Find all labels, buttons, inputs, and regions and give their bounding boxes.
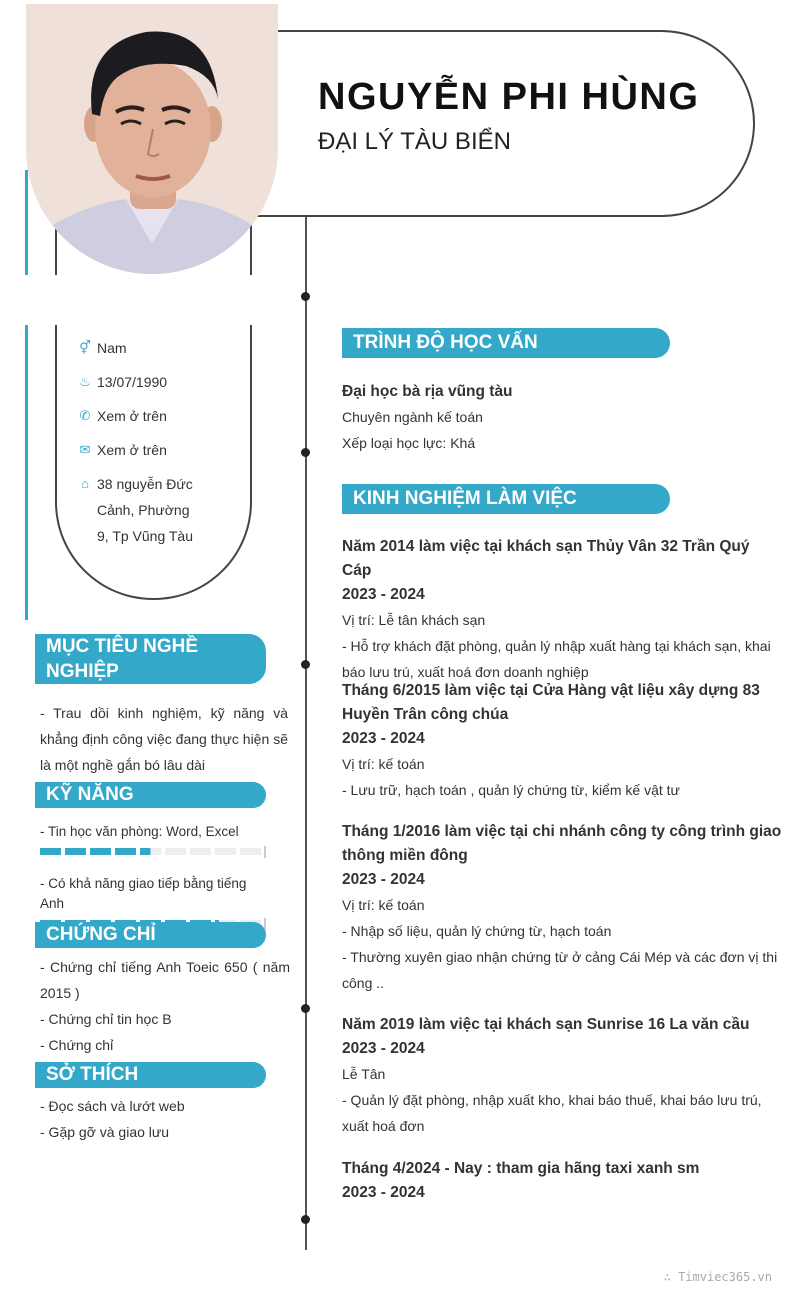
experience-detail: - Quản lý đặt phòng, nhập xuất kho, khai báo thuế, khai báo lưu trú, xuất hoá đơn (342, 1092, 762, 1134)
experience-section-title: KINH NGHIỆM LÀM VIỆC (342, 484, 670, 514)
experience-role: Vị trí: Lễ tân khách sạn (342, 612, 486, 628)
experience-heading: Tháng 4/2024 - Nay : tham gia hãng taxi xanh sm (342, 1160, 700, 1177)
skill-item (40, 874, 265, 928)
accent-line (25, 170, 28, 275)
experience-detail: - Nhập số liệu, quản lý chứng từ, hạch toán (342, 923, 612, 939)
watermark: ∴ Timviec365.vn (663, 1270, 772, 1284)
skill-bar-end (264, 846, 266, 858)
experience-entry (342, 679, 762, 803)
envelope-icon: ✉ (79, 442, 91, 457)
experience-heading: Năm 2014 làm việc tại khách sạn Thủy Vân 32 Trần Quý Cáp (342, 538, 750, 579)
experience-heading: Tháng 6/2015 làm việc tại Cửa Hàng vật liệu xây dựng 83 Huyền Trân công chúa (342, 682, 760, 723)
skill-segment (140, 848, 161, 855)
contact-gender (75, 335, 127, 361)
accent-line (25, 325, 28, 620)
skill-segment (65, 848, 86, 855)
objective-section-title: MỤC TIÊU NGHỀ NGHIỆP (35, 634, 266, 684)
profile-photo (26, 4, 278, 274)
skill-label: - Có khả năng giao tiếp bằng tiếng Anh (40, 876, 247, 911)
experience-period: 2023 - 2024 (342, 1184, 425, 1201)
experience-role: Vị trí: kế toán (342, 756, 425, 772)
skill-segment (215, 848, 236, 855)
education-section-title: TRÌNH ĐỘ HỌC VẤN (342, 328, 670, 358)
certificates-section-title: CHỨNG CHỈ (35, 922, 266, 948)
skill-segment (115, 848, 136, 855)
skill-segment (240, 848, 261, 855)
experience-heading: Tháng 1/2016 làm việc tại chi nhánh công ty công trình giao thông miền đông (342, 823, 782, 864)
education-entry (342, 380, 782, 456)
address-value: 38 nguyễn Đức Cảnh, Phường 9, Tp Vũng Tàu (97, 476, 193, 544)
certificates-list (40, 954, 290, 1058)
skill-segment (40, 848, 61, 855)
timeline-dot (301, 660, 310, 669)
hobby-item: - Đọc sách và lướt web (40, 1098, 185, 1114)
gender-value: Nam (97, 340, 127, 356)
home-icon: ⌂ (81, 476, 89, 491)
header-banner (255, 30, 755, 217)
experience-period: 2023 - 2024 (342, 586, 425, 603)
certificate-item: - Chứng chỉ (40, 1037, 114, 1053)
school-name: Đại học bà rịa vũng tàu (342, 383, 513, 400)
experience-period: 2023 - 2024 (342, 871, 425, 888)
hobby-item: - Gặp gỡ và giao lưu (40, 1124, 170, 1140)
experience-entry (342, 535, 782, 685)
skills-section-title: KỸ NĂNG (35, 782, 266, 808)
divider-line (250, 220, 252, 275)
timeline-line (305, 217, 307, 1250)
hobbies-list (40, 1093, 290, 1145)
education-major: Chuyên ngành kế toán (342, 409, 483, 425)
objective-text: - Trau dồi kinh nghiệm, kỹ năng và khẳng định công việc đang thực hiện sẽ là một nghề gắn bó lâu dài (40, 705, 288, 773)
birthday-cake-icon: ♨ (79, 374, 91, 389)
experience-period: 2023 - 2024 (342, 730, 425, 747)
experience-entry (342, 820, 782, 996)
contact-address (75, 471, 205, 549)
timeline-dot (301, 292, 310, 301)
experience-detail: - Hỗ trợ khách đặt phòng, quản lý nhập xuất hàng tại khách sạn, khai báo lưu trú, xuất hoá đơn doanh nghiệp (342, 638, 771, 680)
whatsapp-phone-icon: ✆ (79, 408, 91, 423)
timeline-dot (301, 448, 310, 457)
skill-segment (190, 848, 211, 855)
phone-value: Xem ở trên (97, 408, 167, 424)
email-value: Xem ở trên (97, 442, 167, 458)
contact-email (75, 437, 167, 463)
timeline-dot (301, 1215, 310, 1224)
watermark-text: Timviec365.vn (678, 1270, 772, 1284)
skill-item (40, 822, 265, 856)
skill-segment (165, 848, 186, 855)
experience-entry (342, 1013, 782, 1139)
experience-period: 2023 - 2024 (342, 1040, 425, 1057)
education-grade: Xếp loại học lực: Khá (342, 435, 476, 451)
skill-level-bar (40, 848, 265, 856)
skill-segment (90, 848, 111, 855)
skill-label: - Tin học văn phòng: Word, Excel (40, 824, 239, 839)
gender-icon: ⚥ (79, 340, 91, 355)
experience-heading: Năm 2019 làm việc tại khách sạn Sunrise 16 La văn cầu (342, 1016, 750, 1033)
hobbies-section-title: SỞ THÍCH (35, 1062, 266, 1088)
contact-dob (75, 369, 167, 395)
experience-role: Vị trí: kế toán (342, 897, 425, 913)
experience-detail: - Lưu trữ, hạch toán , quản lý chứng từ, kiểm kế vật tư (342, 782, 680, 798)
dob-value: 13/07/1990 (97, 374, 168, 390)
contact-phone (75, 403, 167, 429)
certificate-item: - Chứng chỉ tiếng Anh Toeic 650 ( năm 2015 ) (40, 959, 290, 1001)
job-title: ĐẠI LÝ TÀU BIỂN (318, 128, 511, 155)
experience-entry (342, 1157, 782, 1205)
certificate-item: - Chứng chỉ tin học B (40, 1011, 172, 1027)
candidate-name: NGUYỄN PHI HÙNG (318, 76, 700, 118)
experience-detail: - Thường xuyên giao nhận chứng từ ở cảng Cái Mép và các đơn vị thi công .. (342, 949, 778, 991)
timeline-dot (301, 1004, 310, 1013)
experience-role: Lễ Tân (342, 1066, 386, 1082)
